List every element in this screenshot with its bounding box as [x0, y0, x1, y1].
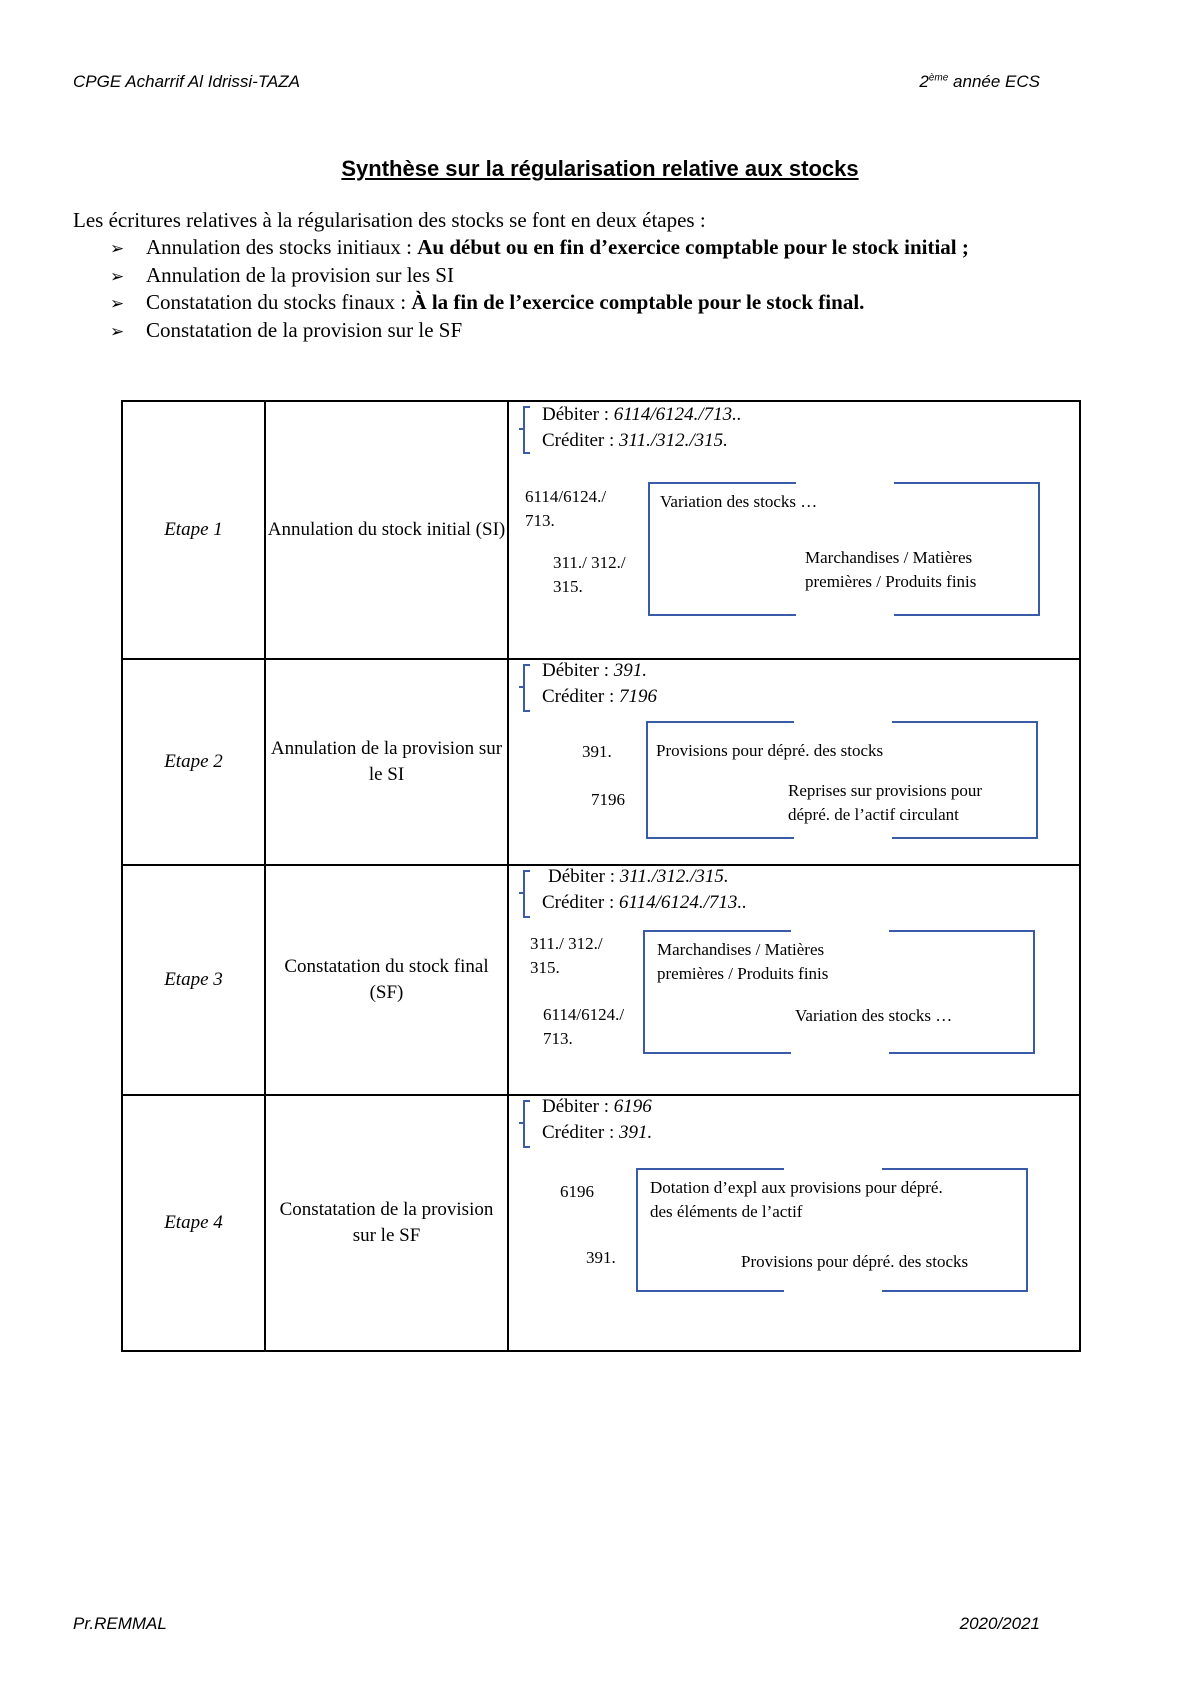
- credit-line: Créditer : 391.: [542, 1122, 653, 1143]
- box-label-bottom: Provisions pour dépré. des stocks: [741, 1252, 969, 1271]
- credit-line: Créditer : 7196: [542, 686, 658, 707]
- account-debit: 6114/6124./ 713.: [525, 487, 607, 530]
- table-row: [122, 865, 1080, 1095]
- step-description: Annulation de la provision sur le SI: [265, 659, 508, 865]
- step-entry: [508, 1095, 1080, 1351]
- step-label: Etape 4: [122, 1095, 265, 1351]
- credit-line: Créditer : 6114/6124./713..: [542, 892, 747, 913]
- bullet-item: ➢ Constatation de la provision sur le SF: [110, 317, 969, 345]
- table-row: [122, 401, 1080, 659]
- box-label-bottom: Reprises sur provisions pour dépré. de l’actif circulant: [788, 781, 983, 824]
- account-debit: 6196: [560, 1182, 594, 1201]
- debit-line: Débiter : 391.: [542, 660, 648, 681]
- box-label-bottom: Variation des stocks …: [795, 1006, 953, 1025]
- bracket-icon: [523, 870, 530, 918]
- step-label: Etape 3: [122, 865, 265, 1095]
- bullet-item: ➢ Annulation des stocks initiaux : Au début ou en fin d’exercice comptable pour le stock initial ;: [110, 234, 969, 262]
- step-label: Etape 1: [122, 401, 265, 659]
- t-account-box: [646, 721, 1038, 839]
- account-debit: 391.: [582, 742, 612, 761]
- step-description: Annulation du stock initial (SI): [265, 401, 508, 659]
- t-account-box: [636, 1168, 1028, 1292]
- step-entry: [508, 865, 1080, 1095]
- arrow-bullet-icon: ➢: [110, 321, 125, 341]
- t-account-box: [643, 930, 1035, 1054]
- bullet-list: [110, 234, 969, 344]
- box-label-top: Variation des stocks …: [660, 492, 818, 511]
- bullet-item: ➢ Annulation de la provision sur les SI: [110, 262, 969, 290]
- credit-line: Créditer : 311./312./315.: [542, 430, 728, 451]
- debit-line: Débiter : 311./312./315.: [548, 866, 729, 887]
- account-credit: 391.: [586, 1248, 616, 1267]
- step-description: Constatation du stock final (SF): [265, 865, 508, 1095]
- bracket-icon: [523, 1100, 530, 1148]
- step-label: Etape 2: [122, 659, 265, 865]
- steps-table: [121, 400, 1081, 1352]
- page-title: Synthèse sur la régularisation relative aux stocks: [341, 156, 859, 181]
- debit-line: Débiter : 6114/6124./713..: [542, 404, 742, 425]
- footer-year: 2020/2021: [959, 1614, 1040, 1633]
- account-credit: 7196: [591, 790, 625, 809]
- box-label-top: Marchandises / Matières premières / Produits finis: [657, 940, 829, 983]
- arrow-bullet-icon: ➢: [110, 239, 125, 258]
- step-description: Constatation de la provision sur le SF: [265, 1095, 508, 1351]
- arrow-bullet-icon: ➢: [110, 266, 125, 286]
- arrow-bullet-icon: ➢: [110, 294, 125, 313]
- debit-line: Débiter : 6196: [542, 1096, 652, 1117]
- intro-text: Les écritures relatives à la régularisation des stocks se font en deux étapes :: [73, 208, 706, 232]
- bracket-icon: [523, 664, 530, 712]
- account-debit: 311./ 312./ 315.: [530, 934, 603, 977]
- step-entry: [508, 401, 1080, 659]
- bracket-icon: [523, 406, 530, 454]
- t-account-box: [648, 482, 1040, 616]
- footer-author: Pr.REMMAL: [73, 1614, 167, 1633]
- box-label-top: Provisions pour dépré. des stocks: [656, 741, 884, 760]
- header-class: 2ème année ECS: [919, 72, 1040, 91]
- table-row: [122, 659, 1080, 865]
- account-credit: 311./ 312./ 315.: [553, 553, 626, 596]
- box-label-top: Dotation d’expl aux provisions pour dépré. des éléments de l’actif: [650, 1178, 943, 1221]
- table-row: [122, 1095, 1080, 1351]
- bullet-item: ➢ Constatation du stocks finaux : À la fin de l’exercice comptable pour le stock final.: [110, 289, 969, 317]
- box-label-bottom: Marchandises / Matières premières / Produits finis: [805, 548, 977, 591]
- header-school: CPGE Acharrif Al Idrissi-TAZA: [73, 72, 301, 91]
- account-credit: 6114/6124./ 713.: [543, 1005, 625, 1048]
- step-entry: [508, 659, 1080, 865]
